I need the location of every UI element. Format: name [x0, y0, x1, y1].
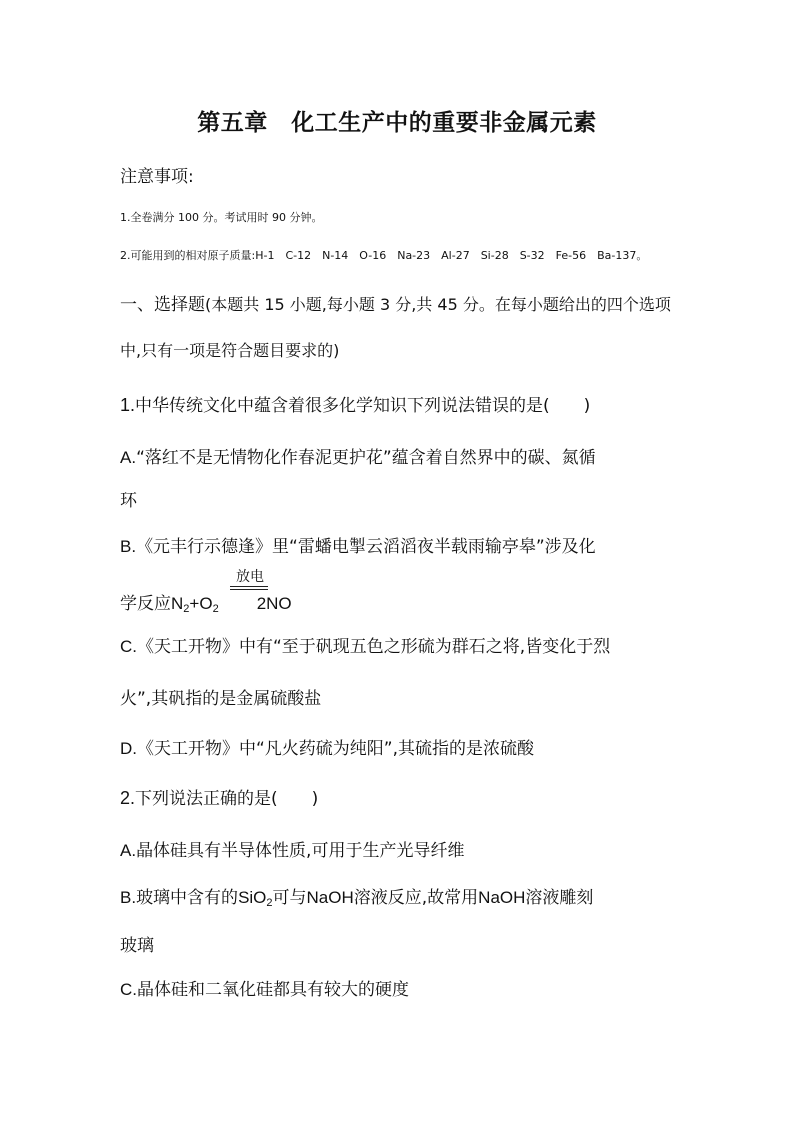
q2-option-c-text: 晶体硅和二氧化硅都具有较大的硬度	[137, 980, 409, 1000]
q1-option-c-label: C.	[120, 637, 137, 656]
q2-option-b-text-1: 玻璃中含有的	[136, 888, 239, 908]
question-2-number: 2.	[120, 788, 136, 808]
formula-naoh-2: NaOH	[478, 888, 526, 907]
q1-option-a-line2: 环	[120, 491, 137, 511]
formula-n: N	[171, 594, 184, 613]
formula-plus-o: +O	[189, 594, 213, 613]
reaction-condition: 放电	[236, 569, 264, 585]
subscript: 2	[266, 897, 273, 909]
q1-option-b	[120, 532, 596, 557]
q2-option-b-label: B.	[120, 888, 137, 907]
q2-option-a-text: 晶体硅具有半导体性质,可用于生产光导纤维	[136, 841, 465, 861]
q2-option-b-text-3: 溶液反应,故常用	[353, 888, 479, 908]
section-desc-line2: 中,只有一项是符合题目要求的)	[120, 341, 340, 360]
subscript: 2	[212, 603, 219, 615]
q1-option-c-line2: 火”,其矾指的是金属硫酸盐	[120, 689, 322, 709]
section-heading	[120, 290, 671, 315]
section-desc-line1: (本题共 15 小题,每小题 3 分,共 45 分。在每小题给出的四个选项	[205, 295, 671, 314]
q1-option-c	[120, 632, 610, 657]
question-2-text: 下列说法正确的是( )	[135, 789, 319, 809]
formula-naoh-1: NaOH	[306, 888, 354, 907]
q1-option-d-label: D.	[120, 739, 137, 758]
q2-option-c-label: C.	[120, 980, 137, 999]
question-1-stem	[120, 391, 590, 416]
q2-option-a	[120, 836, 464, 861]
equation-left	[171, 594, 219, 613]
q2-option-c	[120, 975, 409, 1000]
q2-option-b	[120, 883, 593, 909]
question-1-number: 1.	[120, 395, 136, 415]
q1-option-d	[120, 734, 534, 759]
q1-option-a	[120, 443, 596, 468]
q1-option-a-line1: “落红不是无情物化作春泥更护花”蕴含着自然界中的碳、氮循	[136, 448, 596, 468]
equals-sign-line-1	[230, 586, 268, 587]
q1-option-d-line1: 《天工开物》中“凡火药硫为纯阳”,其硫指的是浓硫酸	[137, 739, 535, 759]
q1-option-b-line2-prefix: 学反应	[120, 594, 171, 614]
q1-option-b-label: B.	[120, 537, 137, 556]
notice-item-1: 1.全卷满分 100 分。考试用时 90 分钟。	[120, 211, 323, 224]
notice-heading: 注意事项:	[120, 167, 194, 187]
notice-item-2: 2.可能用到的相对原子质量:H-1 C-12 N-14 O-16 Na-23 Al-27 Si-28 S-32 Fe-56 Ba-137。	[120, 249, 648, 262]
q2-option-a-label: A.	[120, 841, 137, 860]
q1-option-a-label: A.	[120, 448, 137, 467]
section-lead: 一、选择题	[120, 295, 205, 315]
equation-right: 2NO	[256, 594, 292, 613]
q2-option-b-text-2: 可与	[272, 888, 307, 908]
q1-option-b-line1: 《元丰行示德逢》里“雷蟠电掣云滔滔夜半载雨输亭皋”涉及化	[136, 537, 596, 557]
q1-option-c-line1: 《天工开物》中有“至于矾现五色之形硫为群石之将,皆变化于烈	[137, 637, 611, 657]
q1-option-b-line2	[120, 589, 292, 615]
q2-option-b-line2: 玻璃	[120, 936, 154, 956]
formula-sio: SiO	[238, 888, 267, 907]
subscript: 2	[183, 603, 190, 615]
formula-sio2	[238, 888, 272, 907]
question-1-text: 中华传统文化中蕴含着很多化学知识下列说法错误的是( )	[135, 396, 591, 416]
question-2-stem	[120, 784, 318, 809]
q2-option-b-text-4: 溶液雕刻	[525, 888, 594, 908]
page-title: 第五章 化工生产中的重要非金属元素	[197, 110, 597, 136]
